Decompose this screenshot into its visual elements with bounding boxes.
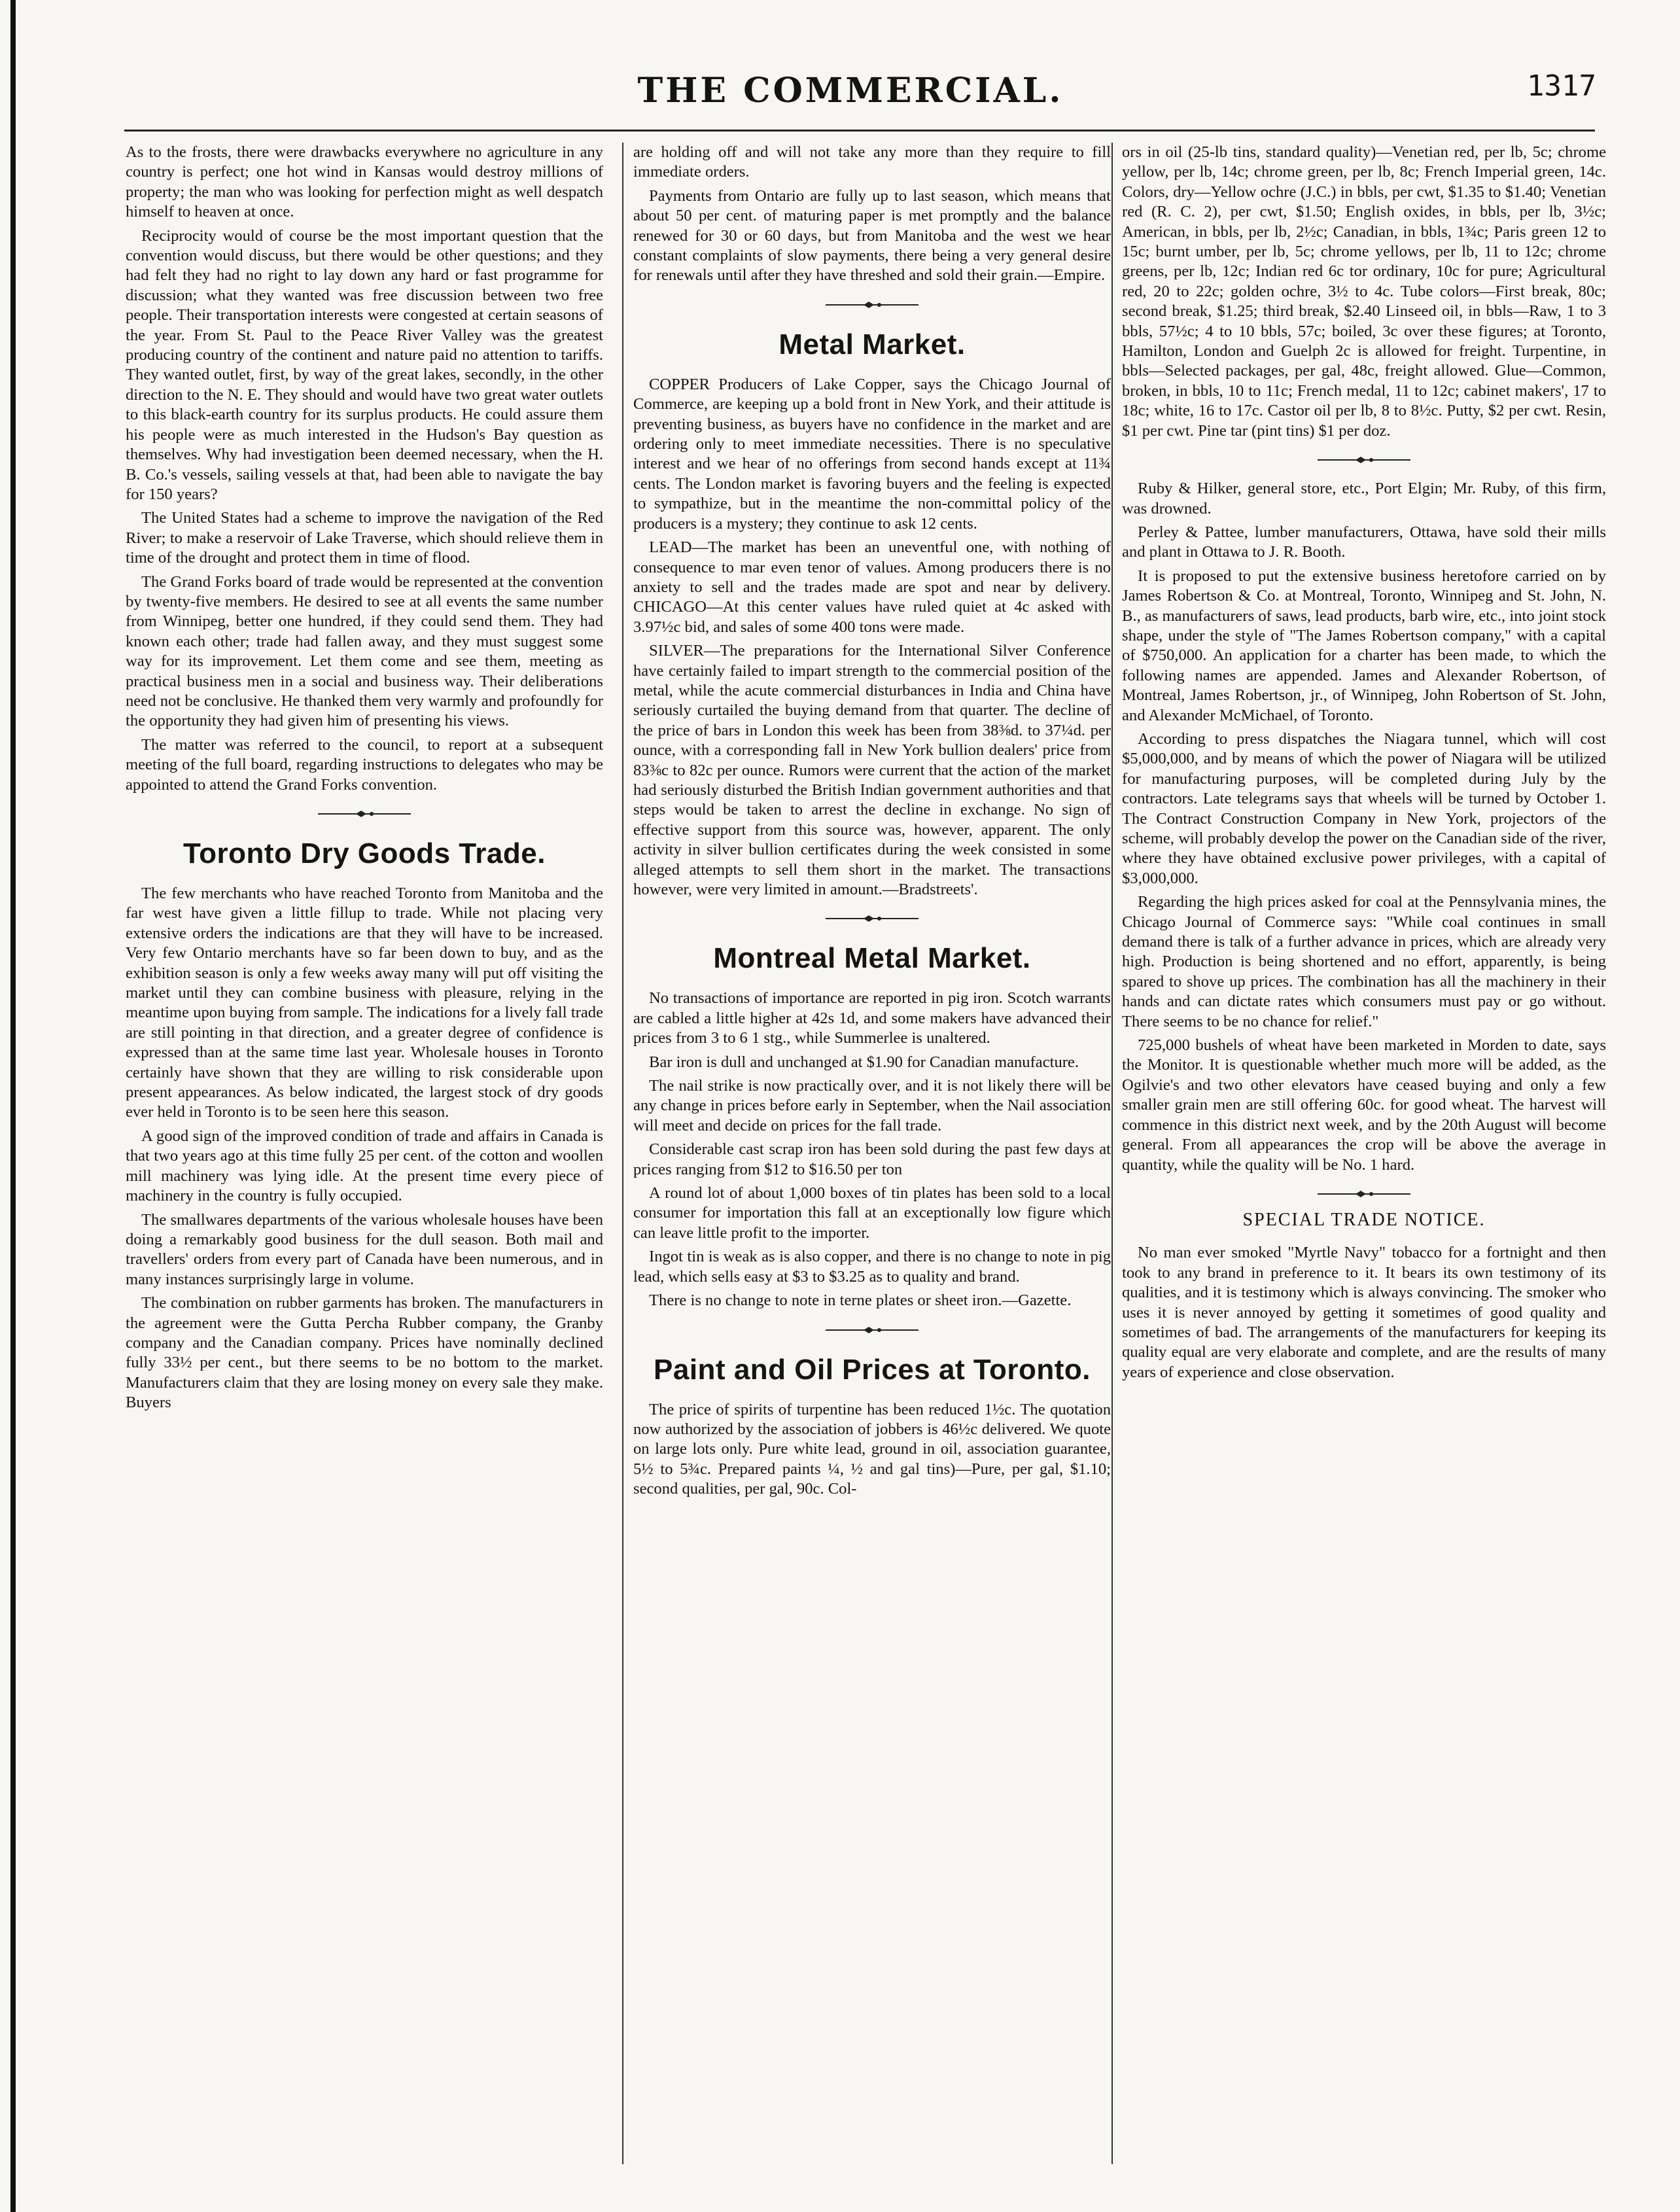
paragraph: LEAD—The market has been an uneventful one, with nothing of consequence to mar even tenor of values. Among producers there is no anxiety to sell and the trades made are spot and near by delivery. CHICAGO—At this center values have ruled quiet at 4c asked with 3.97½c bid, and sales of some 400 tons were made.	[633, 538, 1111, 636]
paragraph: A round lot of about 1,000 boxes of tin plates has been sold to a local consumer for importation this fall at an exceptionally low figure which can leave little profit to the importer.	[633, 1184, 1111, 1242]
notice-heading: SPECIAL TRADE NOTICE.	[1242, 1209, 1486, 1230]
paragraph: SILVER—The preparations for the International Silver Conference have certainly failed to impart strength to the commercial position of the metal, while the acute commercial disturbances in India and China have seriously curtailed the buying demand from that quarter. The decline of the price of bars in London this week has been from 38⅜d. to 37¼d. per ounce, with a corresponding fall in New York bullion dealers' price from 83⅜c to 82c per ounce. Rumors were current that the action of the market had seriously disturbed the British Indian government authorities and that steps would be taken to arrest the decline in exchange. No sign of effective support from this source was, however, apparent. The only activity in silver bullion certificates during the week consisted in some alleged attempts to sell them short in the market. The transactions however, were very limited in amount.—Bradstreets'.	[633, 642, 1111, 898]
article-heading: Paint and Oil Prices at Toronto.	[654, 1353, 1091, 1386]
paragraph: The price of spirits of turpentine has been reduced 1½c. The quotation now authorized by the association of jobbers is 46½c delivered. We quote on large lots only. Pure white lead, ground in oil, association guarantee, 5½ to 5¾c. Prepared paints ¼, ½ and gal tins)—Pure, per gal, $1.10; second qualities, per gal, 90c. Col-	[633, 1400, 1111, 1498]
column-divider-2	[1111, 143, 1113, 2164]
page-header	[105, 68, 1596, 114]
paragraph: The matter was referred to the council, to report at a subsequent meeting of the full board, regarding instructions to delegates who may be appointed to attend the Grand Forks convention.	[126, 735, 603, 794]
paragraph: Ingot tin is weak as is also copper, and there is no change to note in pig lead, which sells easy at $3 to $3.25 as to quality and brand.	[633, 1248, 1111, 1286]
paragraph: It is proposed to put the extensive business heretofore carried on by James Robertson & Co. at Montreal, Toronto, Winnipeg and St. John, N. B., as manufacturers of saws, lead products, barb wire, etc., into joint stock shape, under the style of "The James Robertson company," with a capital of $750,000. An application for a charter has been made, to which the following names are appended. James and Alexander Robertson, of Montreal, James Robertson, jr., of Winnipeg, John Robertson of St. John, and Alexander McMichael, of Toronto.	[1122, 567, 1606, 724]
paragraph: The nail strike is now practically over, and it is not likely there will be any change in prices before early in September, when the Nail association will meet and decide on prices for the fall trade.	[633, 1077, 1111, 1134]
article-heading: Metal Market.	[779, 328, 966, 360]
article-heading: Montreal Metal Market.	[713, 942, 1031, 975]
masthead: THE COMMERCIAL.	[637, 71, 1064, 111]
paragraph: Ruby & Hilker, general store, etc., Port Elgin; Mr. Ruby, of this firm, was drowned.	[1122, 480, 1606, 518]
paragraph: Bar iron is dull and unchanged at $1.90 for Canadian manufacture.	[649, 1053, 1079, 1071]
paragraph: The United States had a scheme to improve the navigation of the Red River; to make a reservoir of Lake Traverse, which should relieve them in time of the drought and protect them in time of flood.	[126, 509, 603, 567]
paragraph: Reciprocity would of course be the most important question that the convention would discuss, but there would be other questions; and they had felt they had no right to lay down any hard or fast programme for discussion; what they wanted was free discussion between two free people. Their transportation interests were congested at certain seasons of the year. From St. Paul to the Peace River Valley was the greatest producing country of the continent and nature paid no attention to tariffs. They wanted outlet, first, by way of the great lakes, secondly, in the other direction to the N. E. They should and would have two great water outlets to this black-earth country for its surplus products. He could assure them his people were as much interested in the Hudson's Bay question as themselves. Why had investigation been deemed necessary, when the H. B. Co.'s vessels, sailing vessels at that, had been able to navigate the bay for 150 years?	[126, 226, 603, 503]
section-ornament	[823, 300, 921, 309]
paragraph: are holding off and will not take any more than they require to fill immediate orders.	[633, 143, 1111, 181]
column-2	[633, 143, 1111, 2164]
paragraph: Considerable cast scrap iron has been sold during the past few days at prices ranging from $12 to $16.50 per ton	[633, 1140, 1111, 1178]
section-ornament	[1315, 1189, 1413, 1199]
article-heading: Toronto Dry Goods Trade.	[183, 837, 546, 869]
paragraph: Payments from Ontario are fully up to last season, which means that about 50 per cent. of maturing paper is met promptly and the balance renewed for 30 or 60 days, but from Manitoba and the west we hear constant complaints of slow payments, there being a very general desire for renewals until after they have threshed and sold their grain.—Empire.	[633, 186, 1111, 285]
paragraph: The smallwares departments of the various wholesale houses have been doing a remarkably good business for the dull season. Both mail and travellers' orders from every part of Canada have been numerous, and in many instances surprisingly large in volume.	[126, 1210, 603, 1288]
paragraph: No transactions of importance are reported in pig iron. Scotch warrants are cabled a little higher at 42s 1d, and some makers have advanced their prices from 3 to 6 1 stg., while Summerlee is unaltered.	[633, 989, 1111, 1047]
paragraph: The few merchants who have reached Toronto from Manitoba and the far west have given a little fillup to trade. While not placing very extensive orders the indications are that they will have to be increased. Very few Ontario merchants have so far been down to buy, and as the exhibition season is only a few weeks away many will put off visiting the market until they can combine business with pleasure, relying in the meantime upon buying from sample. The indications for a lively fall trade are still pointing in that direction, and a greater degree of confidence is expressed than at the same time last year. Wholesale houses in Toronto certainly have shown that they are willing to risk considerable upon present appearances. As below indicated, the largest stock of dry goods ever held in Toronto is to be seen here this season.	[126, 885, 603, 1121]
page-number: 1317	[1527, 69, 1596, 103]
paragraph: A good sign of the improved condition of trade and affairs in Canada is that two years ago at this time fully 25 per cent. of the cotton and woollen mill machinery was lying idle. At the present time every piece of machinery in the country is fully occupied.	[126, 1127, 603, 1205]
paragraph: There is no change to note in terne plates or sheet iron.—Gazette.	[649, 1291, 1072, 1310]
column-3	[1122, 143, 1606, 2164]
column-divider-1	[622, 143, 623, 2164]
paragraph: The Grand Forks board of trade would be represented at the convention by twenty-five members. He desired to see at all events the same number from Winnipeg, better one hundred, if they could send them. They had known each other; trade had fallen away, and they must suggest some way for its improvement. Let them come and see them, meeting as practical business men in a social and business way. Their deliberations need not be conclusive. He thanked them very warmly and profoundly for the opportunity they had given him of presenting his views.	[126, 572, 603, 730]
paragraph: COPPER Producers of Lake Copper, says the Chicago Journal of Commerce, are keeping up a bold front in New York, and their attitude is preventing business, as buyers have no confidence in the market and are ordering only to meet immediate necessities. There is no speculative interest and we hear of no offerings from second hands except at 11¾ cents. The London market is favoring buyers and the feeling is expected to sympathize, but in the meantime the non-committal policy of the producers is a mystery; they continue to ask 12 cents.	[633, 375, 1111, 533]
paragraph: According to press dispatches the Niagara tunnel, which will cost $5,000,000, and by means of which the power of Niagara will be utilized for manufacturing purposes, will be completed during July by the contractors. Late telegrams says that wheels will be turned by October 1. The Contract Construction Company in New York, projectors of the scheme, will probably develop the power on the Canadian side of the river, where they have obtained exclusive power privileges, with a capital of $3,000,000.	[1122, 729, 1606, 887]
paragraph: The combination on rubber garments has broken. The manufacturers in the agreement were the Gutta Percha Rubber company, the Granby company and the Canadian company. Prices have nominally declined fully 33½ per cent., but there seems to be no bottom to the market. Manufacturers claim that they are losing money on every sale they make. Buyers	[126, 1294, 603, 1412]
paragraph: Regarding the high prices asked for coal at the Pennsylvania mines, the Chicago Journal of Commerce says: "While coal continues in small demand there is talk of a further advance in prices, which are already very high. Production is being shortened and no effort, apparently, is being spared to shove up prices. The combination has all the machinery in their hands and can dictate rates which consumers must pay or go without. There seems to be no chance for relief."	[1122, 893, 1606, 1030]
section-ornament	[823, 914, 921, 923]
section-ornament	[1315, 455, 1413, 465]
header-rule	[124, 130, 1595, 132]
paragraph: As to the frosts, there were drawbacks everywhere no agriculture in any country is perfect; one hot wind in Kansas would destroy millions of property; the man who was looking for perfection might as well despatch himself to heaven at once.	[126, 143, 603, 221]
paragraph: ors in oil (25-lb tins, standard quality)—Venetian red, per lb, 5c; chrome yellow, per lb, 14c; chrome green, per lb, 8c; French Imperial green, 14c. Colors, dry—Yellow ochre (J.C.) in bbls, per cwt, $1.35 to $1.40; Venetian red (R. C. 2), per cwt, $1.50; English oxides, in bbls, per lb, 3½c; American, in bbls, per lb, 2½c; Canadian, in bbls, 1¾c; Paris green 12 to 15c; burnt umber, per lb, 5c; chrome yellows, per lb, 11 to 12c; chrome greens, per lb, 12c; Indian red 6c tor ordinary, 10c for pure; Agricultural red, 20 to 22c; golden ochre, 3½ to 4c. Tube colors—First break, 80c; second break, $1.25; third break, $2.40 Linseed oil, in bbls—Raw, 1 to 3 bbls, 57½c; 4 to 10 bbls, 57c; boiled, 3c over these figures; at Toronto, Hamilton, London and Guelph 2c is allowed for freight. Turpentine, in bbls—Selected packages, per gal, 48c, freight allowed. Glue—Common, broken, in bbls, 10 to 11c; French medal, 11 to 12c; cabinet makers', 17 to 18c; white, 16 to 17c. Castor oil per lb, 8 to 8½c. Putty, $2 per cwt. Resin, $1 per cwt. Pine tar (pint tins) $1 per doz.	[1122, 143, 1606, 440]
section-ornament	[315, 809, 413, 818]
column-1	[126, 143, 603, 2164]
page-binding-edge	[10, 0, 16, 2212]
paragraph: Perley & Pattee, lumber manufacturers, Ottawa, have sold their mills and plant in Ottawa to J. R. Booth.	[1122, 523, 1606, 561]
paragraph: 725,000 bushels of wheat have been marketed in Morden to date, says the Monitor. It is questionable whether much more will be added, as the Ogilvie's and two other elevators have ceased buying and only a few smaller grain men are still offering 60c. for good wheat. The harvest will commence in this district next week, and by the 20th August will become general. From all appearances the crop will be above the average in quantity, while the quality will be No. 1 hard.	[1122, 1036, 1606, 1174]
section-ornament	[823, 1325, 921, 1335]
paragraph: No man ever smoked "Myrtle Navy" tobacco for a fortnight and then took to any brand in preference to it. It bears its own testimony of its qualities, and it is testimony which is always convincing. The smoker who uses it is never annoyed by getting it sometimes of good quality and sometimes of bad. The arrangements of the manufacturers for keeping its quality equal are very elaborate and complete, and are the results of many years of experience and close observation.	[1122, 1244, 1606, 1381]
